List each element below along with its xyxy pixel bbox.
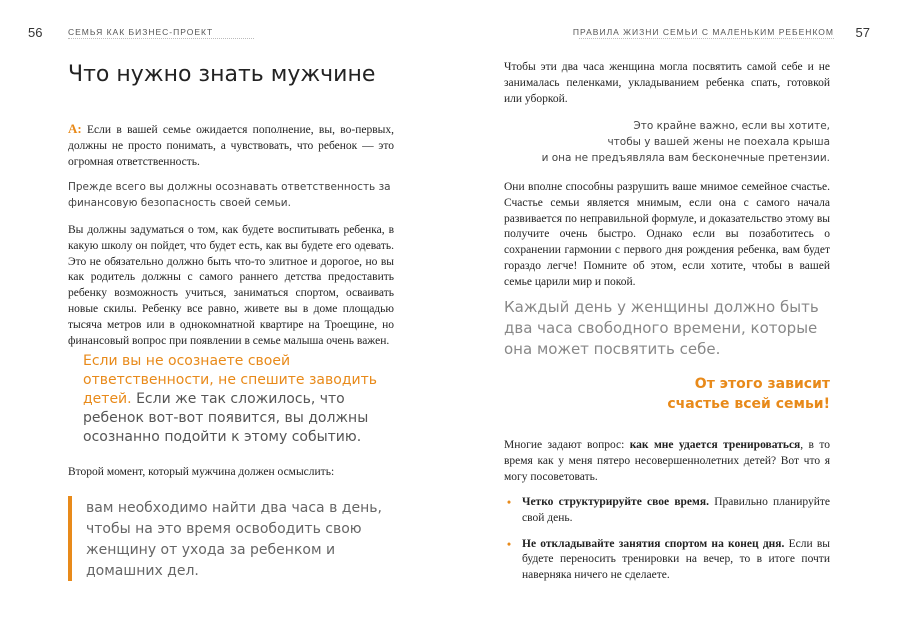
running-head: СЕМЬЯ КАК БИЗНЕС-ПРОЕКТ — [68, 27, 214, 37]
note-line: и она не предъявляла вам бесконечные претензии. — [541, 152, 830, 164]
orange-callout-line: счастье всей семьи! — [667, 396, 830, 412]
tip-text: Если вы будете переносить тренировки на вечер, то в итоге почти наверняка ничего не сделаете. — [522, 537, 830, 582]
paragraph-two-hours: Чтобы эти два часа женщина могла посвятить самой себе и не занималась пеленками, укладыванием ребенка спать, готовкой или уборкой. — [504, 61, 830, 105]
right-page — [450, 0, 900, 644]
orange-callout-line: От этого зависит — [694, 376, 830, 392]
orange-callout — [504, 374, 830, 414]
training-text: Многие задают вопрос: — [504, 439, 630, 451]
running-head-divider — [579, 38, 834, 39]
quote-bar — [68, 496, 72, 581]
bullet-icon: • — [507, 538, 512, 551]
callout-accent: Если вы не осознаете своей ответственности, не спешите заводить детей. — [83, 353, 378, 407]
answer-paragraph — [68, 121, 394, 170]
callout-rest: Если же так сложилось, что ребенок вот-вот появится, вы должны осознанно подойти к этому событию. — [83, 391, 369, 445]
running-head-divider — [68, 38, 254, 39]
answer-text: Если в вашей семье ожидается пополнение, вы, во-первых, должны не просто понимать, а чувствовать, что ребенок — это огромная ответственность. — [68, 124, 394, 168]
tip-bold: Четко структурируйте свое время. — [522, 496, 709, 508]
bullet-icon: • — [507, 497, 512, 509]
list-item — [504, 537, 830, 584]
callout-responsibility — [83, 352, 383, 447]
page-title: Что нужно знать мужчине — [68, 62, 376, 87]
right-aligned-note — [504, 118, 830, 166]
page-number: 56 — [28, 25, 43, 40]
paragraph-second-point: Второй момент, который мужчина должен осмыслить: — [68, 466, 335, 478]
note-line: чтобы у вашей жены не поехала крыша — [607, 136, 830, 148]
list-item — [504, 495, 830, 527]
tip-bold: Не откладывайте занятия спортом на конец дня. — [522, 537, 785, 550]
pull-quote: вам необходимо найти два часа в день, чтобы на это время освободить свою женщину от ухода за ребенком и домашних дел. — [86, 500, 382, 579]
training-bold: как мне удается тренироваться — [629, 439, 801, 451]
tips-list — [504, 495, 830, 594]
running-head: ПРАВИЛА ЖИЗНИ СЕМЬИ С МАЛЕНЬКИМ РЕБЕНКОМ — [572, 27, 834, 37]
answer-mark: А: — [68, 121, 82, 136]
note-line: Это крайне важно, если вы хотите, — [633, 120, 830, 132]
page-number: 57 — [855, 25, 870, 40]
paragraph-happiness: Они вполне способны разрушить ваше мнимое семейное счастье. Счастье семьи является мнимым, если она с самого начала развивается по неправильной формуле, и доказательство этому вы получите очень быстро. Однако если вы позаботитесь о сохранении гармонии с первого дня рождения ребенка, вам будет гораздо легче! Помните об этом, если хотите, чтобы в вашей семье царили мир и покой. — [504, 181, 830, 288]
training-text-end: , в то время как у меня пятеро несовершеннолетних детей? Вот что я могу посоветовать. — [504, 439, 830, 483]
paragraph-upbringing: Вы должны задуматься о том, как будете воспитывать ребенка, в какую школу он пойдет, что будет есть, как вы будете его одевать. Это не обязательно должно быть что-то элитное и дорогое, но вы как родитель должны с самого раннего детства предоставить ребенку возможность учиться, заниматься спортом, осваивать новые скилы. Ребенку все равно, живете вы в доме площадью тысяча метров или в однокомнатной квартире на Троещине, но финансовый вопрос при появлении в семье малыша очень важен. — [68, 224, 394, 347]
tip-text: Правильно планируйте свой день. — [522, 496, 830, 524]
paragraph-financial: Прежде всего вы должны осознавать ответственность за финансовую безопасность своей семьи. — [68, 181, 391, 209]
paragraph-training — [504, 438, 830, 485]
big-quote: Каждый день у женщины должно быть два часа свободного времени, которые она может посвятить себе. — [504, 298, 819, 358]
